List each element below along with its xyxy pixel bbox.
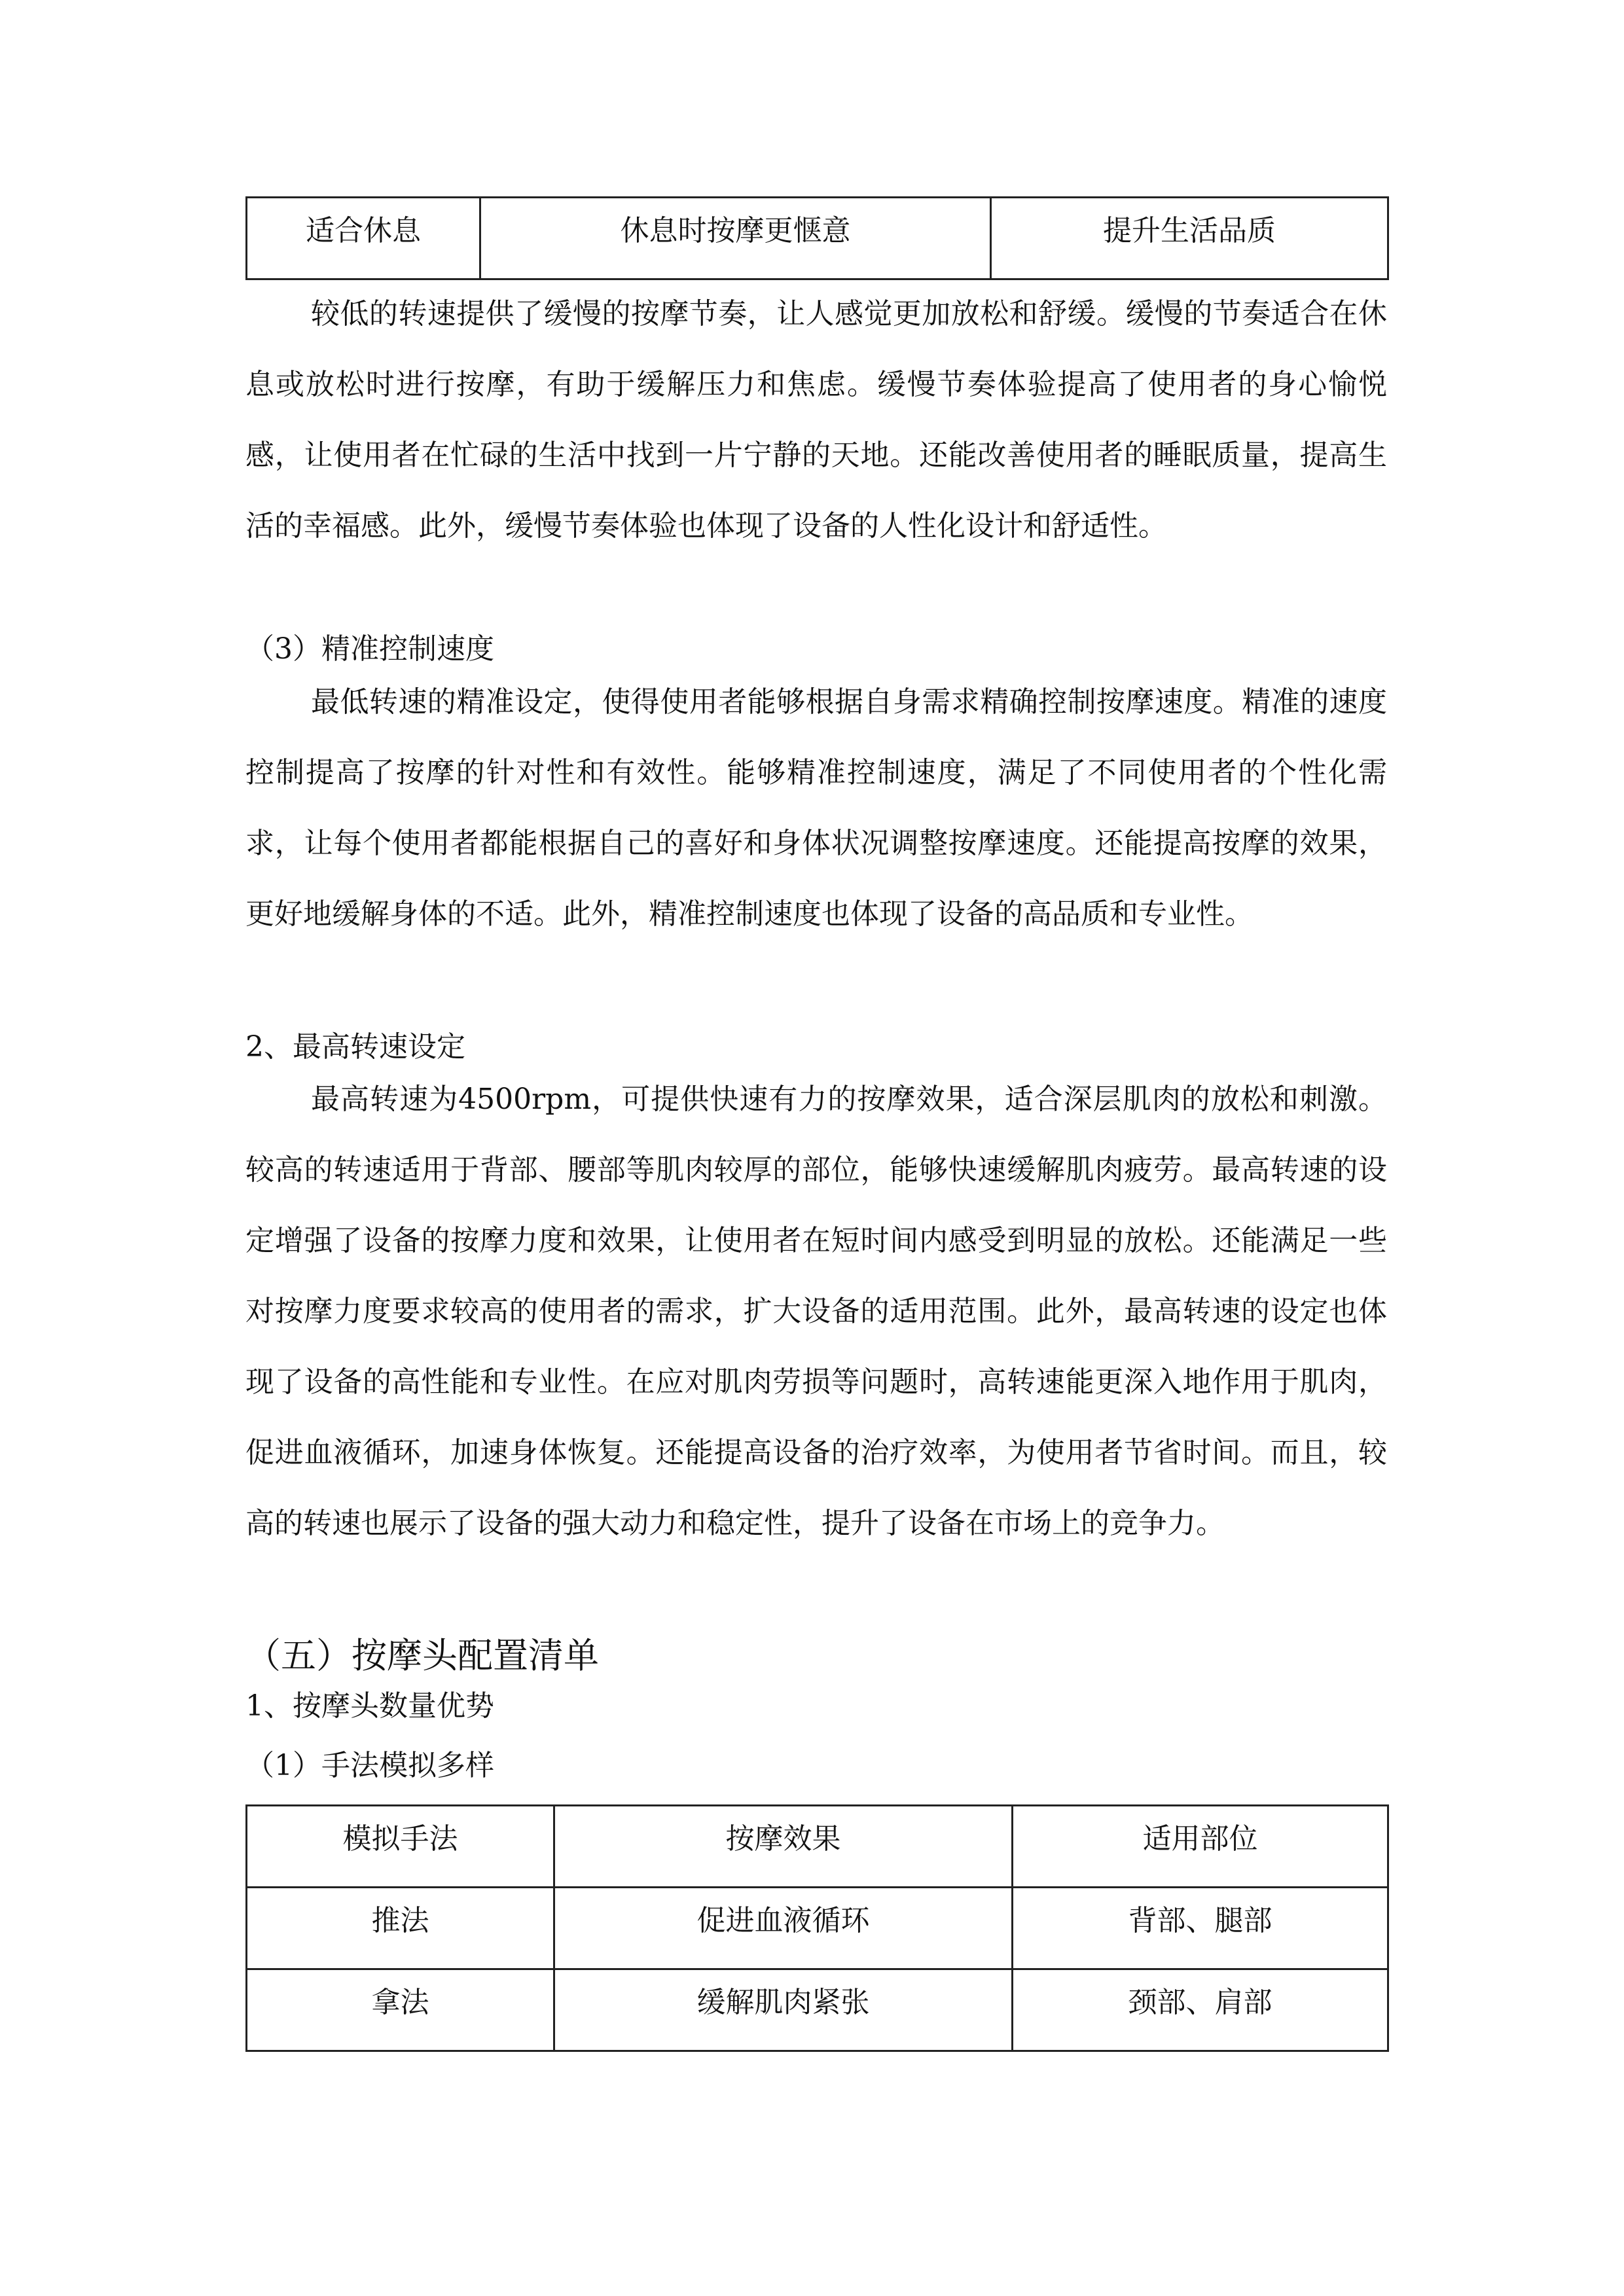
paragraph-precise-control: 最低转速的精准设定，使得使用者能够根据自身需求精确控制按摩速度。精准的速度控制提高了按摩的针对性和有效性。能够精准控制速度，满足了不同使用者的个性化需求，让每个使用者都能根据自己的喜好和身体状况调整按摩速度。还能提高按摩的效果，更好地缓解身体的不适。此外，精准控制速度也体现了设备的高品质和专业性。 [245, 685, 1387, 931]
table-row [247, 1888, 1388, 1969]
table-cell: 提升生活品质 [991, 198, 1388, 279]
table-header-cell: 模拟手法 [247, 1806, 554, 1888]
heading-precise-control: （3）精准控制速度 [245, 632, 494, 666]
table-cell: 推法 [247, 1888, 554, 1969]
table-cell: 拿法 [247, 1969, 554, 2051]
table-cell: 促进血液循环 [554, 1888, 1013, 1969]
heading-technique: （1）手法模拟多样 [245, 1749, 494, 1782]
table-header-row [247, 1806, 1388, 1888]
paragraph-slow-rhythm: 较低的转速提供了缓慢的按摩节奏，让人感觉更加放松和舒缓。缓慢的节奏适合在休息或放松时进行按摩，有助于缓解压力和焦虑。缓慢节奏体验提高了使用者的身心愉悦感，让使用者在忙碌的生活中找到一片宁静的天地。还能改善使用者的睡眠质量，提高生活的幸福感。此外，缓慢节奏体验也体现了设备的人性化设计和舒适性。 [245, 297, 1387, 543]
table-cell: 缓解肌肉紧张 [554, 1969, 1013, 2051]
table-header-cell: 按摩效果 [554, 1806, 1013, 1888]
table-row [247, 198, 1388, 279]
section-title: （五）按摩头配置清单 [245, 1635, 599, 1676]
paragraph-max-speed: 最高转速为4500rpm，可提供快速有力的按摩效果，适合深层肌肉的放松和刺激。较高的转速适用于背部、腰部等肌肉较厚的部位，能够快速缓解肌肉疲劳。最高转速的设定增强了设备的按摩力度和效果，让使用者在短时间内感受到明显的放松。还能满足一些对按摩力度要求较高的使用者的需求，扩大设备的适用范围。此外，最高转速的设定也体现了设备的高性能和专业性。在应对肌肉劳损等问题时，高转速能更深入地作用于肌肉，促进血液循环，加速身体恢复。还能提高设备的治疗效率，为使用者节省时间。而且，较高的转速也展示了设备的强大动力和稳定性，提升了设备在市场上的竞争力。 [245, 1083, 1387, 1540]
table-header-cell: 适用部位 [1013, 1806, 1388, 1888]
table-cell: 背部、腿部 [1013, 1888, 1388, 1969]
table-cell: 休息时按摩更惬意 [480, 198, 991, 279]
table-cell: 适合休息 [247, 198, 480, 279]
technique-table [245, 1804, 1389, 2052]
table-row [247, 1969, 1388, 2051]
table-cell: 颈部、肩部 [1013, 1969, 1388, 2051]
heading-head-count: 1、按摩头数量优势 [245, 1689, 494, 1723]
comfort-table [245, 196, 1389, 280]
heading-max-speed: 2、最高转速设定 [245, 1030, 465, 1064]
